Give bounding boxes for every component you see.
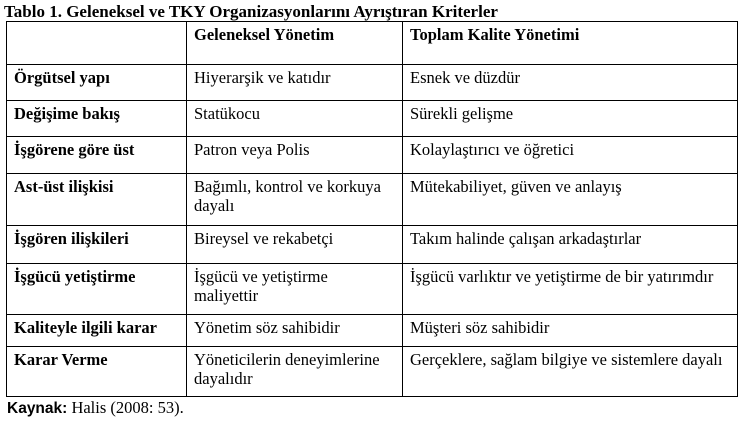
traditional-cell: Yöneticilerin deneyimlerine dayalıdır bbox=[187, 347, 403, 397]
table-title: Tablo 1. Geleneksel ve TKY Organizasyonlarını Ayrıştıran Kriterler bbox=[4, 2, 498, 21]
header-cell-criterion bbox=[7, 22, 187, 65]
tqm-cell: Kolaylaştırıcı ve öğretici bbox=[403, 137, 738, 174]
table-row bbox=[7, 264, 738, 315]
header-cell-tqm: Toplam Kalite Yönetimi bbox=[403, 22, 738, 65]
tqm-cell: Mütekabiliyet, güven ve anlayış bbox=[403, 174, 738, 226]
traditional-cell: Patron veya Polis bbox=[187, 137, 403, 174]
table-row bbox=[7, 347, 738, 397]
tqm-cell: İşgücü varlıktır ve yetiştirme de bir yatırımdır bbox=[403, 264, 738, 315]
traditional-cell: Statükocu bbox=[187, 101, 403, 137]
source-label: Kaynak: bbox=[7, 400, 68, 417]
tqm-cell: Gerçeklere, sağlam bilgiye ve sistemlere dayalı bbox=[403, 347, 738, 397]
criterion-cell: Ast-üst ilişkisi bbox=[7, 174, 187, 226]
tqm-cell: Esnek ve düzdür bbox=[403, 65, 738, 101]
traditional-cell: Hiyerarşik ve katıdır bbox=[187, 65, 403, 101]
tqm-cell: Müşteri söz sahibidir bbox=[403, 315, 738, 347]
traditional-cell: Bireysel ve rekabetçi bbox=[187, 226, 403, 264]
criteria-table bbox=[6, 21, 738, 397]
traditional-cell: Yönetim söz sahibidir bbox=[187, 315, 403, 347]
table-row bbox=[7, 65, 738, 101]
table-row bbox=[7, 101, 738, 137]
criterion-cell: Karar Verme bbox=[7, 347, 187, 397]
criterion-cell: İşgören ilişkileri bbox=[7, 226, 187, 264]
table-row bbox=[7, 315, 738, 347]
table-row bbox=[7, 226, 738, 264]
tqm-cell: Takım halinde çalışan arkadaştırlar bbox=[403, 226, 738, 264]
source-text: Halis (2008: 53). bbox=[67, 398, 184, 417]
table-row bbox=[7, 174, 738, 226]
table-row bbox=[7, 137, 738, 174]
criterion-cell: Kaliteyle ilgili karar bbox=[7, 315, 187, 347]
criterion-cell: İşgörene göre üst bbox=[7, 137, 187, 174]
criterion-cell: İşgücü yetiştirme bbox=[7, 264, 187, 315]
header-cell-traditional: Geleneksel Yönetim bbox=[187, 22, 403, 65]
table-header-row bbox=[7, 22, 738, 65]
traditional-cell: Bağımlı, kontrol ve korkuya dayalı bbox=[187, 174, 403, 226]
criterion-cell: Değişime bakış bbox=[7, 101, 187, 137]
criterion-cell: Örgütsel yapı bbox=[7, 65, 187, 101]
traditional-cell: İşgücü ve yetiştirme maliyettir bbox=[187, 264, 403, 315]
source-note bbox=[7, 398, 184, 419]
tqm-cell: Sürekli gelişme bbox=[403, 101, 738, 137]
